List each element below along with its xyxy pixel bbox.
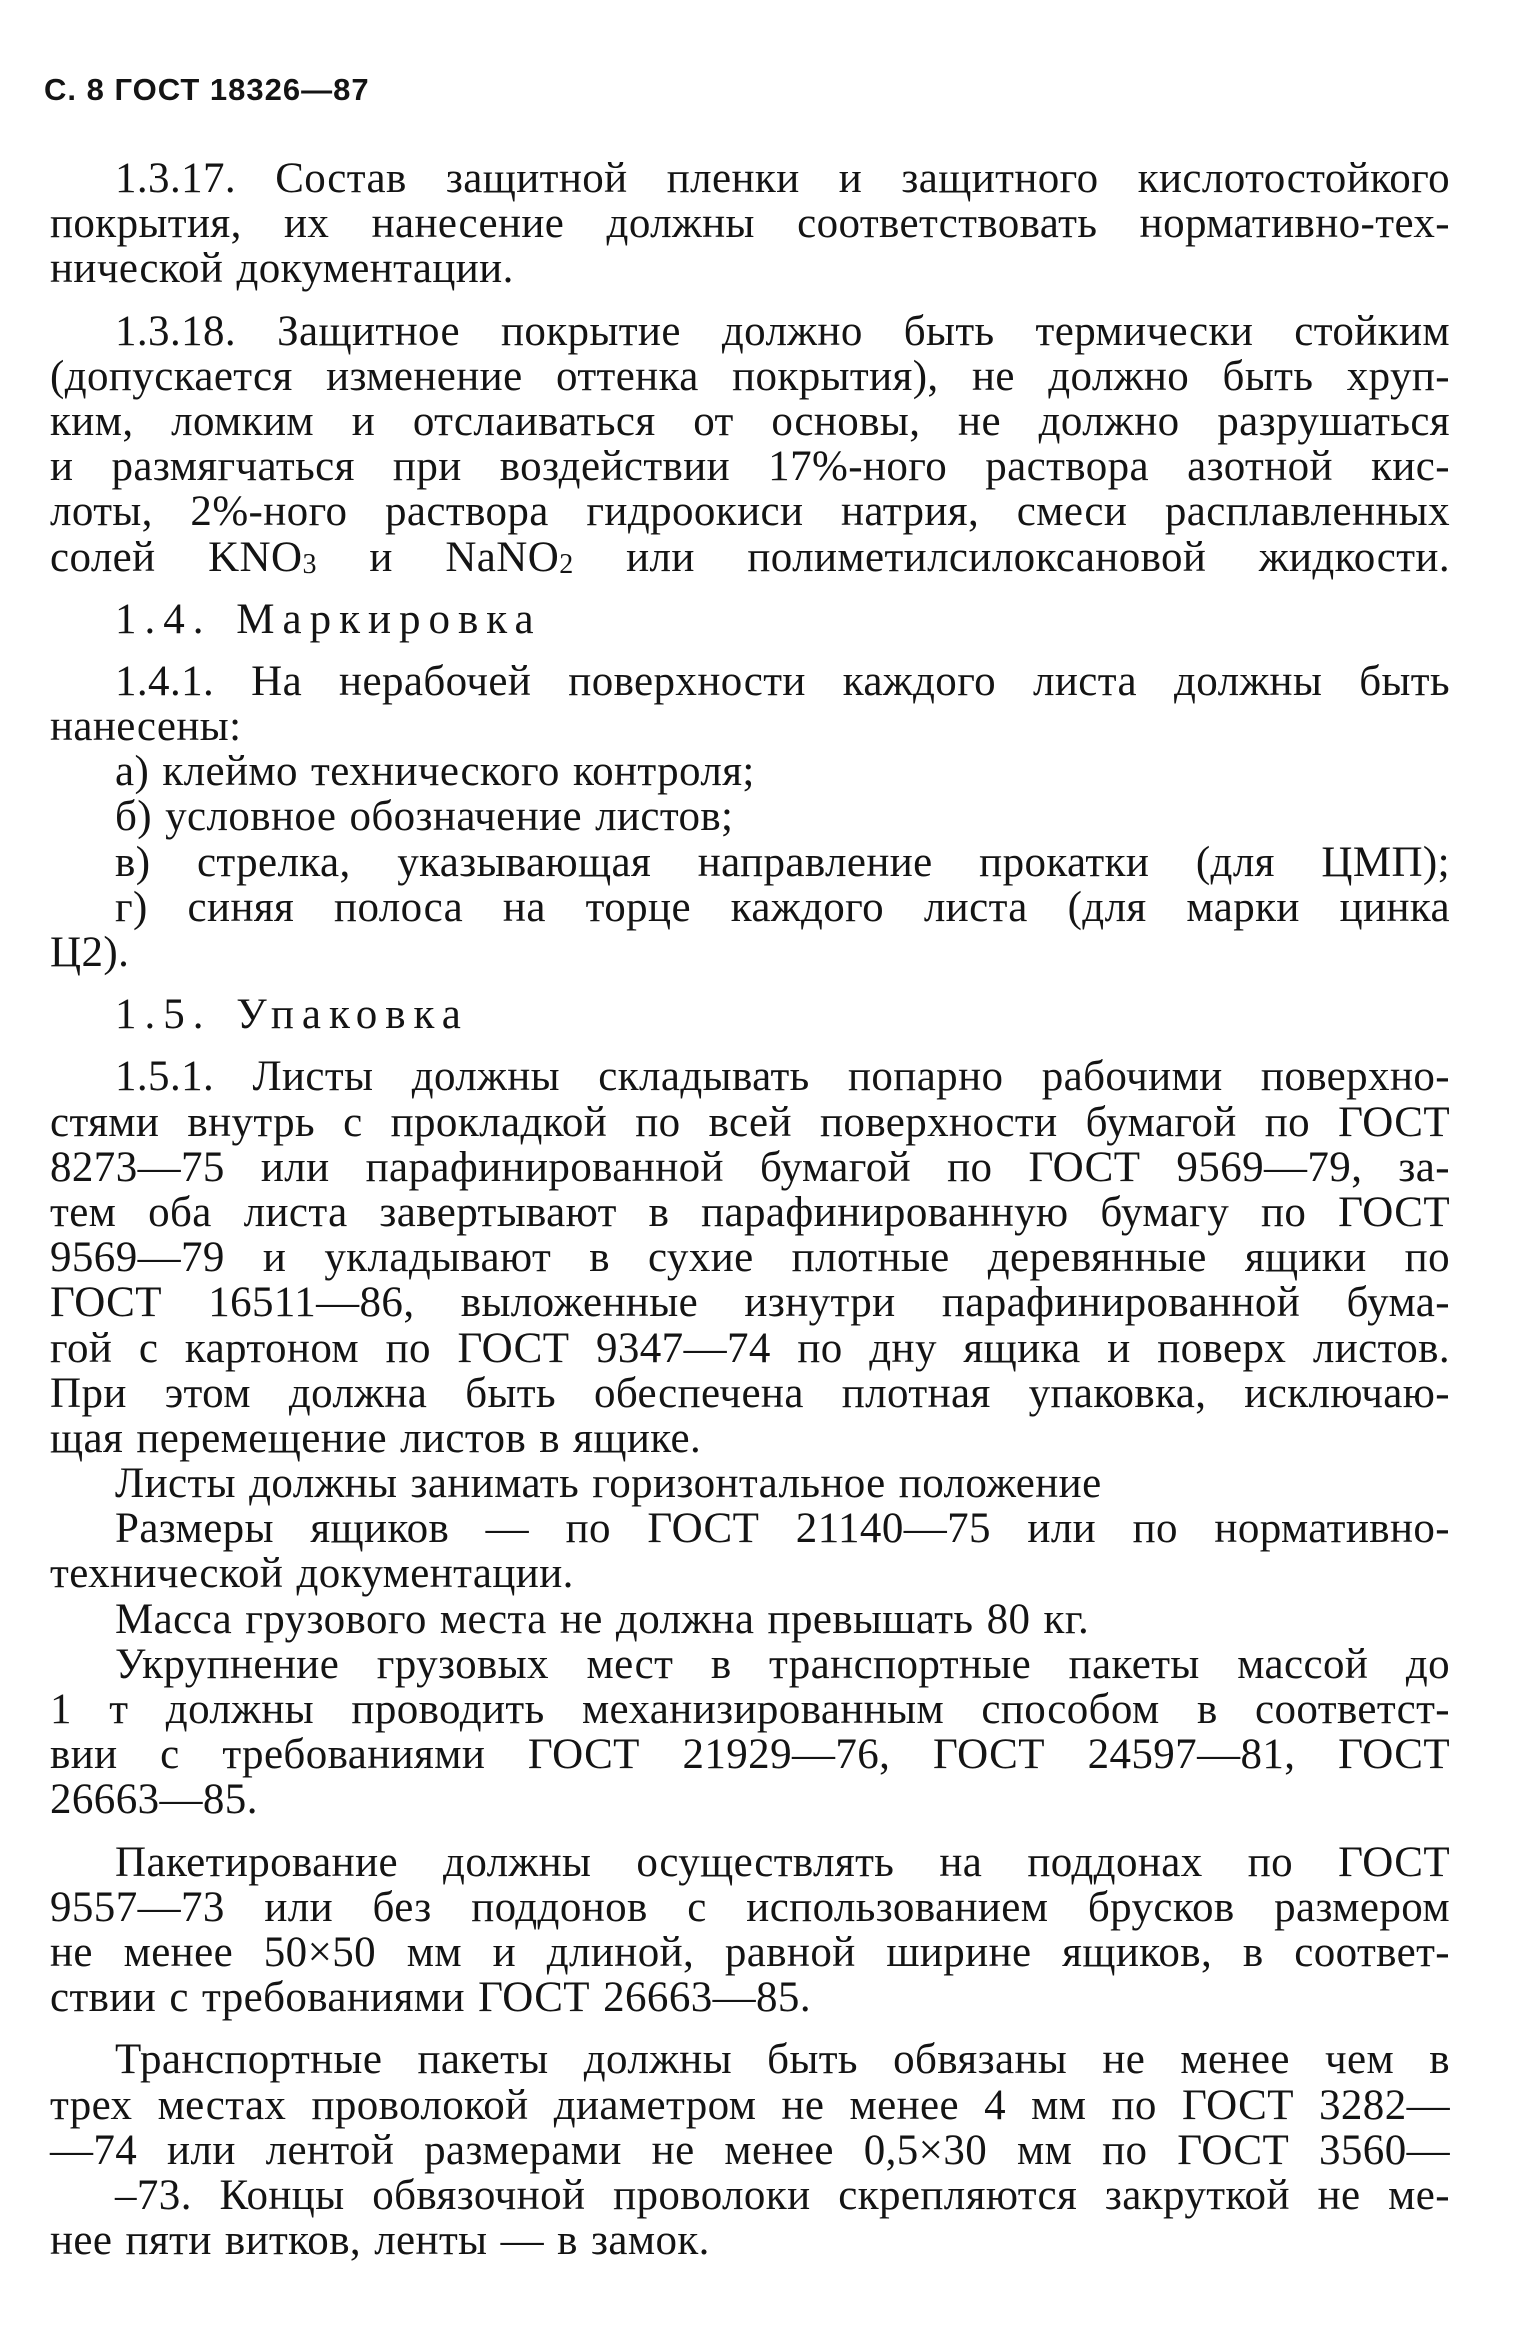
paragraph-box-sizes-line: Размеры ящиков — по ГОСТ 21140—75 или по нормативно-	[115, 1505, 1450, 1553]
paragraph-1-3-18-line: лоты, 2%-ного раствора гидроокиси натрия, смеси расплавленных	[50, 488, 1450, 536]
paragraph-palletizing-line: 9557—73 или без поддонов с использованием брусков размером	[50, 1883, 1450, 1931]
paragraph-1-3-17-line: 1.3.17. Состав защитной пленки и защитного кислотостойкого	[115, 155, 1450, 202]
paragraph-1-5-1-line: При этом должна быть обеспечена плотная упаковка, исключаю-	[50, 1369, 1450, 1417]
paragraph-strapping-line: Транспортные пакеты должны быть обвязаны не менее чем в	[115, 2036, 1450, 2084]
paragraph-1-4-1-line: 1.4.1. На нерабочей поверхности каждого листа должны быть	[115, 657, 1450, 705]
formula-subscript: 3	[302, 548, 317, 580]
paragraph-horizontal-position: Листы должны занимать горизонтальное положение	[115, 1460, 1102, 1508]
paragraph-1-3-18-line: и размягчаться при воздействии 17%-ного раствора азотной кис-	[50, 443, 1450, 491]
list-item-v: в) стрелка, указывающая направление прокатки (для ЦМП);	[115, 838, 1450, 886]
paragraph-1-5-1-line: 8273—75 или парафинированной бумагой по ГОСТ 9569—79, за-	[50, 1143, 1450, 1191]
paragraph-strapping-line: трех местах проволокой диаметром не менее 4 мм по ГОСТ 3282—	[50, 2081, 1450, 2129]
paragraph-1-4-1-line: нанесены:	[50, 703, 242, 751]
formula-text: или полиметилсилоксановой жидкости.	[573, 533, 1450, 581]
page-header: С. 8 ГОСТ 18326—87	[44, 72, 370, 107]
paragraph-1-5-1-line: тем оба листа завертывают в парафинированную бумагу по ГОСТ	[50, 1188, 1450, 1236]
paragraph-strapping-line: нее пяти витков, ленты — в замок.	[50, 2217, 710, 2265]
formula-text: и NaNO	[316, 533, 560, 581]
paragraph-strapping-line: –73. Концы обвязочной проволоки скрепляются закруткой не ме-	[115, 2171, 1450, 2219]
paragraph-consolidation-line: 26663—85.	[50, 1776, 258, 1824]
paragraph-palletizing-line: Пакетирование должны осуществлять на поддонах по ГОСТ	[115, 1838, 1450, 1886]
list-item-g: Ц2).	[50, 929, 130, 976]
document-body	[50, 156, 1450, 2263]
paragraph-1-5-1-line: ГОСТ 16511—86, выложенные изнутри парафинированной бума-	[50, 1279, 1450, 1327]
paragraph-1-3-17-line: покрытия, их нанесение должны соответствовать нормативно-тех-	[50, 200, 1450, 248]
paragraph-cargo-mass: Масса грузового места не должна превышать 80 кг.	[115, 1595, 1090, 1643]
paragraph-consolidation-line: Укрупнение грузовых мест в транспортные пакеты массой до	[115, 1640, 1450, 1688]
paragraph-1-3-17-line: нической документации.	[50, 245, 514, 293]
formula-text: солей KNO	[50, 533, 303, 581]
paragraph-palletizing-line: ствии с требованиями ГОСТ 26663—85.	[50, 1974, 811, 2022]
paragraph-box-sizes-line: технической документации.	[50, 1550, 574, 1598]
paragraph-palletizing-line: не менее 50×50 мм и длиной, равной ширине ящиков, в соответ-	[50, 1928, 1450, 1976]
paragraph-1-5-1-line: стями внутрь с прокладкой по всей поверхности бумагой по ГОСТ	[50, 1098, 1450, 1146]
paragraph-1-3-18-line-formula	[50, 535, 1450, 580]
paragraph-1-5-1-line: гой с картоном по ГОСТ 9347—74 по дну ящика и поверх листов.	[50, 1324, 1450, 1372]
paragraph-1-3-18-line: 1.3.18. Защитное покрытие должно быть термически стойким	[115, 307, 1450, 355]
list-item-a: а) клеймо технического контроля;	[115, 748, 755, 796]
paragraph-1-5-1-line: щая перемещение листов в ящике.	[50, 1414, 702, 1462]
paragraph-1-3-18-line: (допускается изменение оттенка покрытия), не должно быть хруп-	[50, 352, 1450, 400]
paragraph-1-3-18-line: ким, ломким и отслаиваться от основы, не должно разрушаться	[50, 397, 1450, 445]
paragraph-strapping-line: —74 или лентой размерами не менее 0,5×30 мм по ГОСТ 3560—	[50, 2126, 1450, 2174]
section-heading-marking: 1.4. Маркировка	[115, 595, 542, 643]
paragraph-1-5-1-line: 9569—79 и укладывают в сухие плотные деревянные ящики по	[50, 1234, 1450, 1282]
paragraph-consolidation-line: 1 т должны проводить механизированным способом в соответст-	[50, 1686, 1450, 1733]
formula-subscript: 2	[559, 548, 574, 580]
paragraph-consolidation-line: вии с требованиями ГОСТ 21929—76, ГОСТ 24597—81, ГОСТ	[50, 1731, 1450, 1779]
list-item-g: г) синяя полоса на торце каждого листа (для марки цинка	[115, 883, 1450, 931]
section-heading-packing: 1.5. Упаковка	[115, 991, 469, 1039]
paragraph-1-5-1-line: 1.5.1. Листы должны складывать попарно рабочими поверхно-	[115, 1053, 1450, 1101]
list-item-b: б) условное обозначение листов;	[115, 793, 734, 841]
